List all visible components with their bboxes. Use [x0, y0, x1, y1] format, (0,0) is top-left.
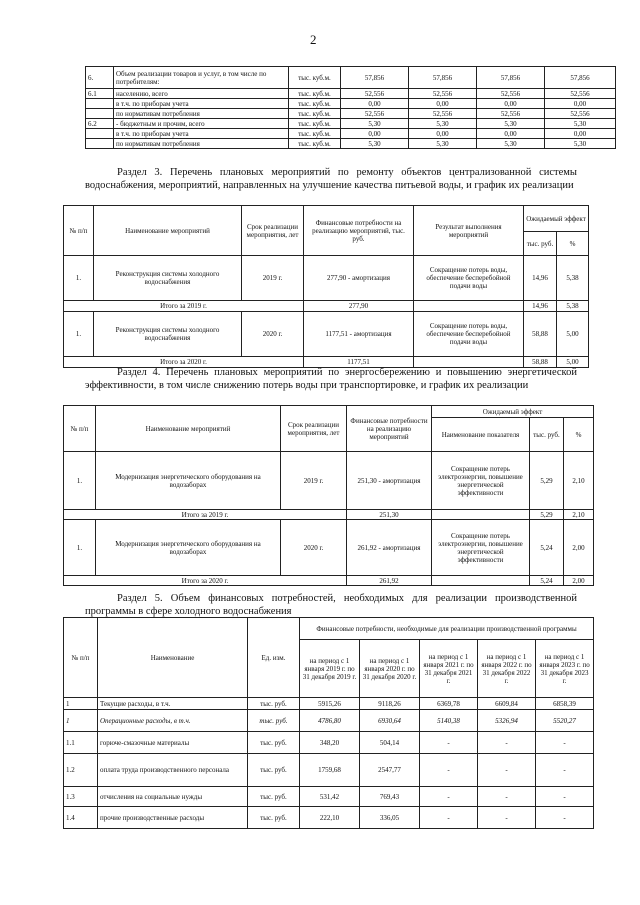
row-label: Текущие расходы, в т.ч.: [98, 698, 248, 710]
s4-total-2019-label: Итого за 2019 г.: [64, 510, 347, 520]
s3-total-2019-empty: [414, 301, 524, 312]
s4-total-2019-empty: [432, 510, 530, 520]
row-value: 5,30: [409, 139, 477, 149]
s3-h-num: № п/п: [64, 206, 94, 256]
row-number: 1: [64, 698, 98, 710]
section4-table: [63, 405, 594, 586]
s4-r1-rub: 5,29: [530, 452, 564, 510]
row-value: 57,856: [409, 67, 477, 89]
s4-r2-rub: 5,24: [530, 520, 564, 576]
s3-r2-fin: 1177,51 - амортизация: [304, 312, 414, 357]
s4-total-2019-pct: 2,10: [564, 510, 594, 520]
s5-h-period: на период с 1 января 2020 г. по 31 декабря 2020 г.: [360, 640, 420, 698]
s3-r1-result: Сокращение потерь воды, обеспечение бесперебойной подачи воды: [414, 256, 524, 301]
s4-total-2020-pct: 2,00: [564, 576, 594, 586]
s3-total-2019-pct: 5,38: [557, 301, 589, 312]
row-unit: тыс. куб.м.: [289, 67, 341, 89]
table-row: [86, 99, 616, 109]
row-value: 6609,84: [478, 698, 536, 710]
s4-r1-result: Сокращение потерь электроэнергии, повышение энергетической эффективности: [432, 452, 530, 510]
table-row: [86, 109, 616, 119]
table-row: [86, 129, 616, 139]
page-number: 2: [310, 32, 317, 47]
row-unit: тыс. руб.: [248, 787, 300, 807]
row-value: -: [536, 787, 594, 807]
row-value: -: [420, 787, 478, 807]
row-value: 4786,80: [300, 710, 360, 732]
s3-h-result: Результат выполнения мероприятий: [414, 206, 524, 256]
row-label: Объем реализации товаров и услуг, в том числе по потребителям:: [114, 67, 289, 89]
row-label: населению, всего: [114, 89, 289, 99]
row-value: 5,30: [477, 139, 545, 149]
row-value: 5915,26: [300, 698, 360, 710]
s4-r2-pct: 2,00: [564, 520, 594, 576]
s5-h-period: на период с 1 января 2021 г. по 31 декабря 2021 г.: [420, 640, 478, 698]
row-number: 1: [64, 710, 98, 732]
s3-r1-year: 2019 г.: [242, 256, 304, 301]
section5-table: [63, 617, 594, 829]
row-value: 57,856: [341, 67, 409, 89]
row-value: -: [536, 732, 594, 754]
s4-total-2020-rub: 5,24: [530, 576, 564, 586]
s4-h-name: Наименование мероприятий: [96, 406, 281, 452]
s4-total-2020-empty: [432, 576, 530, 586]
s4-r2-num: 1.: [64, 520, 96, 576]
section4-title: Раздел 4. Перечень плановых мероприятий по энергосбережению и повышению энергетической эффективности, в том числе снижению потерь воды при транспортировке, и график их реализации: [85, 367, 577, 391]
s3-total-2020-pct: 5,00: [557, 357, 589, 368]
row-value: 5,30: [545, 119, 616, 129]
s3-h-term: Срок реализации мероприятия, лет: [242, 206, 304, 256]
row-unit: тыс. руб.: [248, 732, 300, 754]
s3-r1-pct: 5,38: [557, 256, 589, 301]
s3-r2-name: Реконструкция системы холодного водоснабжения: [94, 312, 242, 357]
row-value: 0,00: [341, 99, 409, 109]
row-value: 5,30: [341, 119, 409, 129]
row-value: -: [478, 787, 536, 807]
table-row: [86, 67, 616, 89]
s4-total-2019-fin: 251,30: [347, 510, 432, 520]
row-value: 52,556: [341, 109, 409, 119]
s4-h-pct: %: [564, 418, 594, 452]
s3-r1-num: 1.: [64, 256, 94, 301]
row-value: 52,556: [341, 89, 409, 99]
s3-total-2020-label: Итого за 2020 г.: [64, 357, 304, 368]
row-value: 531,42: [300, 787, 360, 807]
s3-r1-fin: 277,90 - амортизация: [304, 256, 414, 301]
row-value: 0,00: [477, 99, 545, 109]
row-label: прочие производственные расходы: [98, 807, 248, 829]
row-label: по нормативам потребления: [114, 139, 289, 149]
row-value: 1759,68: [300, 754, 360, 787]
s3-r2-year: 2020 г.: [242, 312, 304, 357]
table-row: [86, 89, 616, 99]
table-row: [64, 807, 594, 829]
row-label: оплата труда производственного персонала: [98, 754, 248, 787]
section3-table: [63, 205, 589, 368]
s4-total-2020-label: Итого за 2020 г.: [64, 576, 347, 586]
row-value: 6930,64: [360, 710, 420, 732]
s3-r1-rub: 14,96: [524, 256, 557, 301]
sales-volume-table: [85, 66, 616, 149]
row-value: 52,556: [409, 109, 477, 119]
row-value: 57,856: [477, 67, 545, 89]
s3-h-pct: %: [557, 232, 589, 256]
s4-h-term: Срок реализации мероприятия, лет: [281, 406, 347, 452]
s3-r2-result: Сокращение потерь воды, обеспечение бесперебойной подачи воды: [414, 312, 524, 357]
row-label: в т.ч. по приборам учета: [114, 99, 289, 109]
s3-h-effect: Ожидаемый эффект: [524, 206, 589, 232]
row-label: отчисления на социальные нужды: [98, 787, 248, 807]
row-unit: тыс. руб.: [248, 754, 300, 787]
row-value: 6369,78: [420, 698, 478, 710]
row-number: [86, 109, 114, 119]
row-value: 2547,77: [360, 754, 420, 787]
row-value: 336,05: [360, 807, 420, 829]
row-label: в т.ч. по приборам учета: [114, 129, 289, 139]
s5-h-period: на период с 1 января 2023 г. по 31 декабря 2023 г.: [536, 640, 594, 698]
s3-h-name: Наименование мероприятий: [94, 206, 242, 256]
row-value: 222,10: [300, 807, 360, 829]
row-number: 6.: [86, 67, 114, 89]
row-value: 52,556: [545, 109, 616, 119]
row-value: 52,556: [545, 89, 616, 99]
row-unit: тыс. руб.: [248, 710, 300, 732]
s3-total-2019-rub: 14,96: [524, 301, 557, 312]
s3-total-2019-fin: 277,90: [304, 301, 414, 312]
s3-total-2020-fin: 1177,51: [304, 357, 414, 368]
row-number: [86, 129, 114, 139]
row-value: 5,30: [545, 139, 616, 149]
s5-h-name: Наименование: [98, 618, 248, 698]
s4-h-indicator: Наименование показателя: [432, 418, 530, 452]
s3-h-rub: тыс. руб.: [524, 232, 557, 256]
s4-h-rub: тыс. руб.: [530, 418, 564, 452]
s4-r1-pct: 2,10: [564, 452, 594, 510]
row-value: 0,00: [545, 129, 616, 139]
row-unit: тыс. куб.м.: [289, 109, 341, 119]
row-value: 0,00: [477, 129, 545, 139]
table-row: [64, 754, 594, 787]
s4-r1-num: 1.: [64, 452, 96, 510]
row-label: горюче-смазочные материалы: [98, 732, 248, 754]
row-value: 769,43: [360, 787, 420, 807]
row-value: -: [420, 807, 478, 829]
row-value: 52,556: [409, 89, 477, 99]
row-value: 0,00: [409, 99, 477, 109]
row-unit: тыс. куб.м.: [289, 119, 341, 129]
s4-h-fin: Финансовые потребности на реализацию мероприятий: [347, 406, 432, 452]
section5-title: Раздел 5. Объем финансовых потребностей, необходимых для реализации производственной программы в сфере холодного водоснабжения: [85, 593, 577, 617]
row-value: -: [478, 754, 536, 787]
s5-h-period: на период с 1 января 2022 г. по 31 декабря 2022 г.: [478, 640, 536, 698]
s3-total-2019-label: Итого за 2019 г.: [64, 301, 304, 312]
row-unit: тыс. куб.м.: [289, 99, 341, 109]
row-value: 0,00: [341, 129, 409, 139]
row-unit: тыс. куб.м.: [289, 89, 341, 99]
row-value: 57,856: [545, 67, 616, 89]
table-row: [64, 710, 594, 732]
s3-r1-name: Реконструкция системы холодного водоснабжения: [94, 256, 242, 301]
s5-h-unit: Ед. изм.: [248, 618, 300, 698]
table-row: [64, 698, 594, 710]
table-row: [64, 732, 594, 754]
s4-r2-year: 2020 г.: [281, 520, 347, 576]
row-value: 9118,26: [360, 698, 420, 710]
s4-h-effect: Ожидаемый эффект: [432, 406, 594, 418]
row-value: 5,30: [477, 119, 545, 129]
row-label: Операционные расходы, в т.ч.: [98, 710, 248, 732]
row-value: 504,14: [360, 732, 420, 754]
s4-total-2019-rub: 5,29: [530, 510, 564, 520]
row-number: 6.1: [86, 89, 114, 99]
row-number: 6.2: [86, 119, 114, 129]
s3-r2-pct: 5,00: [557, 312, 589, 357]
s3-total-2020-rub: 58,88: [524, 357, 557, 368]
table-row: [86, 139, 616, 149]
row-value: -: [536, 754, 594, 787]
s3-r2-rub: 58,88: [524, 312, 557, 357]
row-value: 348,20: [300, 732, 360, 754]
s4-h-num: № п/п: [64, 406, 96, 452]
s4-r1-year: 2019 г.: [281, 452, 347, 510]
row-value: -: [478, 807, 536, 829]
row-value: 5,30: [409, 119, 477, 129]
row-value: -: [536, 807, 594, 829]
row-value: -: [420, 754, 478, 787]
row-value: 0,00: [409, 129, 477, 139]
s5-h-group: Финансовые потребности, необходимые для реализации производственной программы: [300, 618, 594, 640]
row-value: -: [478, 732, 536, 754]
row-value: 5520,27: [536, 710, 594, 732]
s4-r1-name: Модернизация энергетического оборудования на водозаборах: [96, 452, 281, 510]
row-value: 6858,39: [536, 698, 594, 710]
row-value: 52,556: [477, 89, 545, 99]
s5-h-period: на период с 1 января 2019 г. по 31 декабря 2019 г.: [300, 640, 360, 698]
s4-r2-result: Сокращение потерь электроэнергии, повышение энергетической эффективности: [432, 520, 530, 576]
row-value: 5,30: [341, 139, 409, 149]
row-number: 1.4: [64, 807, 98, 829]
row-value: -: [420, 732, 478, 754]
s3-h-fin: Финансовые потребности на реализацию мероприятий, тыс. руб.: [304, 206, 414, 256]
row-number: [86, 99, 114, 109]
row-value: 5140,38: [420, 710, 478, 732]
row-value: 0,00: [545, 99, 616, 109]
table-row: [86, 119, 616, 129]
row-number: 1.3: [64, 787, 98, 807]
s4-r1-fin: 251,30 - амортизация: [347, 452, 432, 510]
section3-title: Раздел 3. Перечень плановых мероприятий по ремонту объектов централизованной системы водоснабжения, мероприятий, направленных на улучшение качества питьевой воды, и график их реализации: [85, 167, 577, 191]
row-unit: тыс. куб.м.: [289, 129, 341, 139]
s3-r2-num: 1.: [64, 312, 94, 357]
row-unit: тыс. руб.: [248, 698, 300, 710]
s5-h-num: № п/п: [64, 618, 98, 698]
row-number: 1.1: [64, 732, 98, 754]
row-number: [86, 139, 114, 149]
s4-total-2020-fin: 261,92: [347, 576, 432, 586]
table-row: [64, 787, 594, 807]
row-label: - бюджетным и прочим, всего: [114, 119, 289, 129]
row-value: 52,556: [477, 109, 545, 119]
row-unit: тыс. куб.м.: [289, 139, 341, 149]
row-value: 5326,94: [478, 710, 536, 732]
row-label: по нормативам потребления: [114, 109, 289, 119]
row-number: 1.2: [64, 754, 98, 787]
s4-r2-name: Модернизация энергетического оборудования на водозаборах: [96, 520, 281, 576]
row-unit: тыс. руб.: [248, 807, 300, 829]
s4-r2-fin: 261,92 - амортизация: [347, 520, 432, 576]
